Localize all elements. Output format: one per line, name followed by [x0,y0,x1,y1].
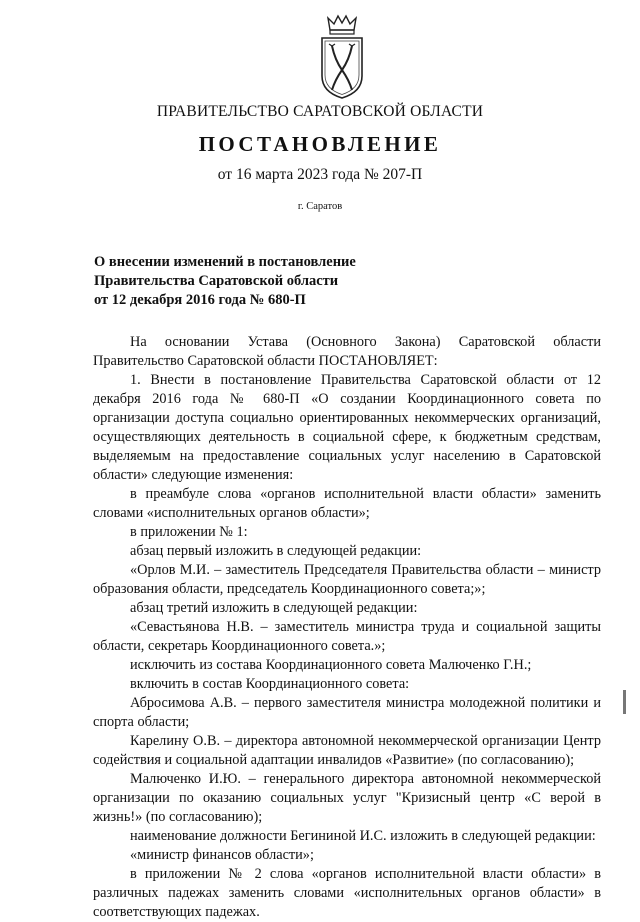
body-paragraph: «министр финансов области»; [130,847,314,863]
body-paragraph: 1. Внести в постановление Правительства Саратовской области от 12 декабря 2016 года № 680-П «О создании Координационного совета по организации доступа социально ориентированных некоммерческих организаций, осуществляющих деятельность в социальной сфере, к бюджетным средствам, выделяемым на предоставление социальных услуг населению в Саратовской области» следующие изменения: [93,372,601,483]
document-type: ПОСТАНОВЛЕНИЕ [198,132,442,156]
body-paragraph: в преамбуле слова «органов исполнительной власти области» заменить словами «исполнительных органов области»; [93,486,601,521]
document-subject [94,253,356,310]
document-body [93,333,601,922]
subject-line: О внесении изменений в постановление [94,254,356,270]
subject-line: Правительства Саратовской области [94,273,339,289]
document-date-number: от 16 марта 2023 года № 207-П [217,166,423,183]
body-paragraph: Малюченко И.Ю. – генерального директора автономной некоммерческой организации по оказанию социальных услуг "Кризисный центр «С верой в жизнь!» (по согласованию); [93,771,601,825]
body-paragraph: «Орлов М.И. – заместитель Председателя Правительства области – министр образования области, председатель Координационного совета;»; [93,562,601,597]
body-paragraph: включить в состав Координационного совета: [130,676,410,692]
body-paragraph: абзац третий изложить в следующей редакции: [130,600,418,616]
body-paragraph: наименование должности Бегининой И.С. изложить в следующей редакции: [130,828,596,844]
subject-line: от 12 декабря 2016 года № 680-П [94,292,306,308]
body-paragraph: Абросимова А.В. – первого заместителя министра молодежной политики и спорта области; [93,695,601,730]
body-paragraph: в приложении № 1: [130,524,248,540]
body-paragraph: На основании Устава (Основного Закона) Саратовской области Правительство Саратовской области ПОСТАНОВЛЯЕТ: [93,334,601,369]
government-title: ПРАВИТЕЛЬСТВО САРАТОВСКОЙ ОБЛАСТИ [156,103,484,120]
document-city: г. Саратов [297,201,343,212]
scan-edge-mark [623,690,626,714]
body-paragraph: абзац первый изложить в следующей редакции: [130,543,422,559]
body-paragraph: в приложении № 2 слова «органов исполнительной власти области» в различных падежах заменить словами «исполнительных органов области» в соответствующих падежах. [93,866,601,920]
body-paragraph: исключить из состава Координационного совета Малюченко Г.Н.; [130,657,532,673]
body-paragraph: «Севастьянова Н.В. – заместитель министра труда и социальной защиты области, секретарь Координационного совета.»; [93,619,601,654]
saratov-coat-of-arms-icon [319,14,365,100]
body-paragraph: Карелину О.В. – директора автономной некоммерческой организации Центр содействия и социальной адаптации инвалидов «Развитие» (по согласованию); [93,733,601,768]
